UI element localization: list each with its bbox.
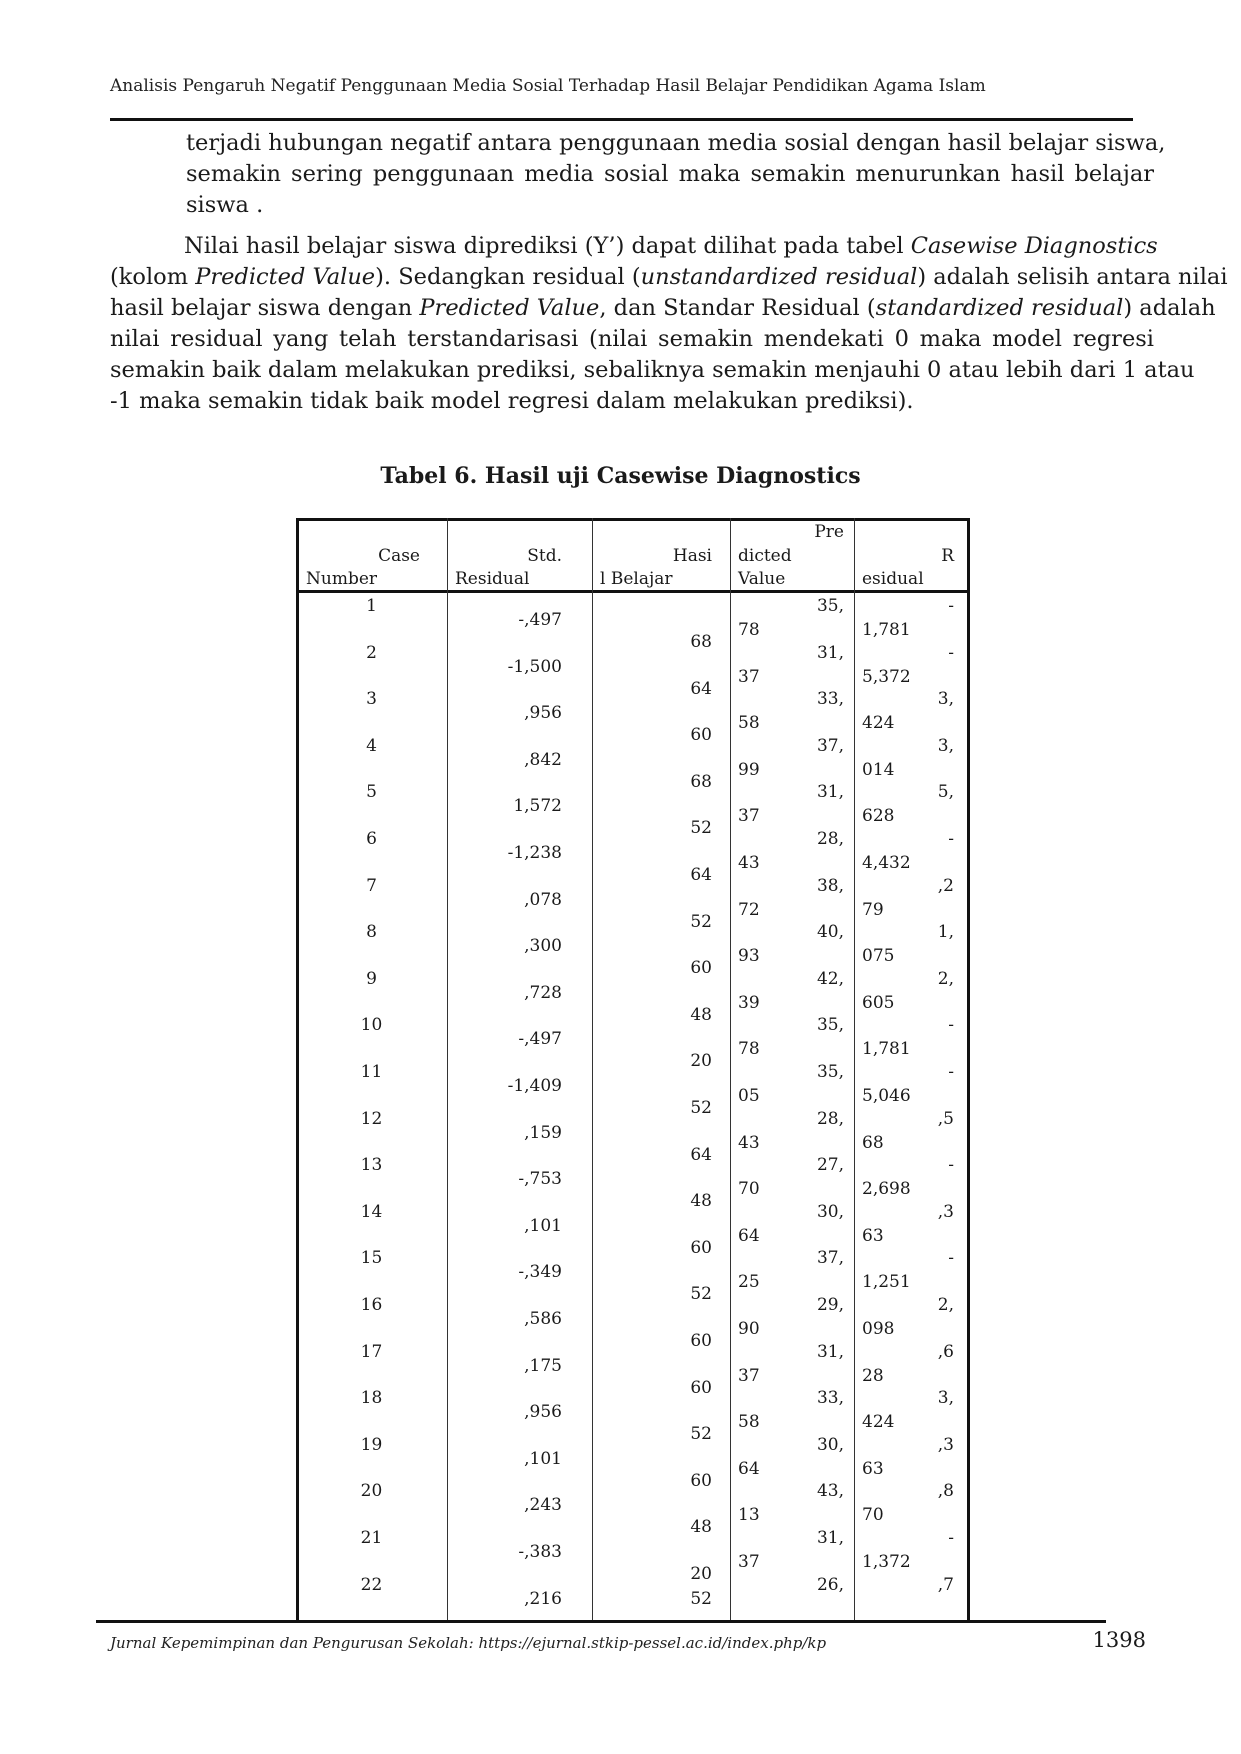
- paragraph-line: Nilai hasil belajar siswa diprediksi (Y’) dapat dilihat pada tabel Casewise Diagnostics: [184, 233, 1158, 259]
- cell-pred-a: 37,: [816, 1248, 844, 1269]
- cell-std: -,349: [518, 1262, 562, 1283]
- cell-res-b: 605: [862, 992, 895, 1013]
- cell-res-a: -: [948, 1528, 954, 1548]
- cell-pred-a: 30,: [816, 1201, 844, 1222]
- cell-res-b: 014: [862, 759, 895, 780]
- cell-hasil: 52: [690, 818, 712, 839]
- cell-std: ,956: [524, 1402, 562, 1423]
- cell-case: 20: [360, 1481, 383, 1502]
- cell-case: 16: [360, 1295, 383, 1315]
- cell-hasil: 60: [690, 958, 712, 979]
- cell-case: 1: [366, 596, 377, 616]
- cell-hasil: 64: [690, 678, 712, 699]
- cell-std: ,159: [524, 1122, 562, 1143]
- cell-pred-a: 35,: [816, 596, 844, 616]
- cell-res-a: -: [948, 596, 954, 616]
- cell-case: 18: [360, 1388, 383, 1409]
- cell-pred-a: 33,: [816, 689, 844, 710]
- cell-pred-b: 37: [738, 1552, 760, 1572]
- cell-hasil: 64: [690, 865, 712, 885]
- cell-hasil: 52: [690, 911, 712, 932]
- column-divider: [592, 518, 593, 1620]
- paragraph-line: nilai residual yang telah terstandarisasi (nilai semakin mendekati 0 maka model regresi: [110, 326, 1154, 352]
- cell-case: 17: [360, 1341, 383, 1362]
- header-predicted-value: Value: [738, 569, 786, 589]
- cell-res-b: 4,432: [862, 853, 911, 873]
- cell-pred-b: 37: [738, 666, 760, 687]
- cell-case: 9: [366, 968, 377, 989]
- cell-pred-a: 33,: [816, 1388, 844, 1409]
- table-right-border: [967, 518, 970, 1620]
- cell-pred-a: 29,: [816, 1295, 844, 1315]
- header-rule: [110, 118, 1133, 121]
- cell-pred-a: 42,: [816, 968, 844, 989]
- cell-hasil: 48: [690, 1004, 712, 1025]
- cell-std: ,586: [524, 1309, 562, 1329]
- cell-res-b: 1,372: [862, 1552, 911, 1572]
- cell-std: ,101: [524, 1215, 562, 1236]
- cell-pred-a: 31,: [816, 1341, 844, 1362]
- cell-res-b: 5,372: [862, 666, 911, 687]
- cell-pred-b: 37: [738, 806, 760, 827]
- cell-res-a: ,2: [937, 875, 954, 896]
- cell-res-b: 1,781: [862, 1039, 911, 1060]
- cell-res-a: ,3: [937, 1434, 954, 1455]
- cell-res-b: 1,251: [862, 1272, 911, 1293]
- cell-hasil: 60: [690, 1331, 712, 1351]
- cell-pred-b: 90: [738, 1319, 760, 1339]
- cell-pred-b: 43: [738, 853, 760, 873]
- paragraph-line: terjadi hubungan negatif antara penggunaan media sosial dengan hasil belajar siswa,: [186, 130, 1166, 156]
- cell-pred-b: 43: [738, 1132, 760, 1153]
- cell-std: ,243: [524, 1495, 562, 1516]
- cell-res-a: 3,: [937, 689, 954, 710]
- cell-pred-b: 78: [738, 620, 760, 640]
- table-top-rule: [296, 518, 970, 521]
- cell-case: 10: [360, 1015, 383, 1036]
- paragraph-1: [186, 128, 1166, 221]
- journal-footer: Jurnal Kepemimpinan dan Pengurusan Sekolah: https://ejurnal.stkip-pessel.ac.id/index.php/kp: [110, 1634, 827, 1652]
- cell-hasil: 52: [690, 1588, 712, 1609]
- cell-std: ,842: [524, 749, 562, 770]
- casewise-table: [296, 518, 970, 1620]
- paragraph-line: (kolom Predicted Value). Sedangkan residual (unstandardized residual) adalah selisih antara nilai: [110, 264, 1228, 290]
- cell-case: 5: [366, 782, 377, 803]
- cell-std: ,728: [524, 982, 562, 1003]
- cell-res-a: -: [948, 642, 954, 663]
- cell-res-a: 3,: [937, 735, 954, 756]
- cell-res-b: 70: [862, 1505, 884, 1526]
- cell-res-a: ,8: [937, 1481, 954, 1502]
- cell-hasil: 60: [690, 725, 712, 746]
- cell-res-a: -: [948, 1015, 954, 1036]
- cell-std: ,078: [524, 889, 562, 910]
- paragraph-line: semakin sering penggunaan media sosial maka semakin menurunkan hasil belajar: [186, 161, 1154, 187]
- cell-pred-b: 93: [738, 946, 760, 967]
- cell-std: -1,500: [507, 656, 562, 677]
- header-predicted-value: dicted: [738, 546, 792, 566]
- paragraph-line: siswa .: [186, 192, 264, 218]
- cell-res-b: 5,046: [862, 1086, 911, 1106]
- cell-res-b: 79: [862, 899, 884, 920]
- cell-std: ,216: [524, 1588, 562, 1609]
- cell-case: 3: [366, 689, 377, 710]
- cell-pred-b: 72: [738, 899, 760, 920]
- cell-std: ,300: [524, 936, 562, 957]
- header-residual: R: [941, 546, 954, 566]
- cell-res-b: 628: [862, 806, 895, 827]
- cell-std: ,101: [524, 1448, 562, 1469]
- table-caption: Tabel 6. Hasil uji Casewise Diagnostics: [380, 463, 861, 489]
- cell-pred-b: 37: [738, 1365, 760, 1386]
- cell-case: 6: [366, 829, 377, 849]
- cell-pred-b: 64: [738, 1225, 760, 1246]
- paragraph-line: semakin baik dalam melakukan prediksi, sebaliknya semakin menjauhi 0 atau lebih dari 1 atau: [110, 357, 1195, 383]
- cell-hasil: 60: [690, 1470, 712, 1491]
- cell-case: 11: [360, 1062, 383, 1082]
- cell-std: -,497: [518, 1029, 562, 1050]
- cell-hasil: 48: [690, 1191, 712, 1212]
- cell-pred-a: 31,: [816, 782, 844, 803]
- running-header: Analisis Pengaruh Negatif Penggunaan Media Sosial Terhadap Hasil Belajar Pendidikan Agama Islam: [110, 76, 986, 96]
- cell-pred-a: 31,: [816, 642, 844, 663]
- table-header-rule: [296, 590, 970, 593]
- cell-res-b: 68: [862, 1132, 884, 1153]
- cell-pred-a: 28,: [816, 829, 844, 849]
- cell-case: 19: [360, 1434, 383, 1455]
- header-hasil-belajar: Hasi: [672, 546, 712, 566]
- cell-case: 4: [366, 735, 377, 756]
- cell-pred-b: 70: [738, 1179, 760, 1200]
- cell-hasil: 52: [690, 1284, 712, 1305]
- cell-res-a: 1,: [937, 922, 954, 943]
- cell-pred-b: 58: [738, 1412, 760, 1433]
- cell-case: 13: [360, 1155, 383, 1176]
- cell-res-a: ,6: [937, 1341, 954, 1362]
- cell-pred-a: 37,: [816, 735, 844, 756]
- cell-pred-b: 99: [738, 759, 760, 780]
- cell-hasil: 52: [690, 1098, 712, 1118]
- cell-hasil: 48: [690, 1517, 712, 1538]
- cell-res-a: ,5: [937, 1108, 954, 1129]
- header-predicted-value: Pre: [814, 522, 844, 542]
- column-divider: [447, 518, 448, 1620]
- cell-case: 8: [366, 922, 377, 943]
- cell-res-b: 424: [862, 1412, 895, 1433]
- cell-case: 7: [366, 875, 377, 896]
- cell-hasil: 20: [690, 1051, 712, 1072]
- cell-std: -,497: [518, 610, 562, 630]
- cell-pred-a: 27,: [816, 1155, 844, 1176]
- cell-res-b: 1,781: [862, 620, 911, 640]
- header-residual: esidual: [862, 569, 924, 589]
- cell-res-b: 098: [862, 1319, 895, 1339]
- cell-pred-a: 31,: [816, 1528, 844, 1548]
- cell-pred-a: 35,: [816, 1015, 844, 1036]
- cell-hasil: 68: [690, 632, 712, 652]
- header-hasil-belajar: l Belajar: [600, 569, 673, 589]
- cell-std: ,175: [524, 1355, 562, 1376]
- cell-std: -,753: [518, 1169, 562, 1190]
- cell-res-a: -: [948, 1155, 954, 1176]
- paragraph-line: -1 maka semakin tidak baik model regresi dalam melakukan prediksi).: [110, 388, 914, 414]
- paragraph-line: hasil belajar siswa dengan Predicted Value, dan Standar Residual (standardized residual) adalah: [110, 295, 1216, 321]
- cell-std: -1,238: [507, 843, 562, 863]
- cell-hasil: 60: [690, 1237, 712, 1258]
- cell-case: 2: [366, 642, 377, 663]
- cell-pred-b: 05: [738, 1086, 760, 1106]
- cell-hasil: 52: [690, 1424, 712, 1445]
- cell-res-a: 3,: [937, 1388, 954, 1409]
- cell-pred-a: 40,: [816, 922, 844, 943]
- cell-res-a: -: [948, 1248, 954, 1269]
- cell-std: -,383: [518, 1542, 562, 1562]
- header-std-residual: Std.: [527, 546, 562, 566]
- paragraph-2: [110, 231, 1228, 417]
- cell-std: ,956: [524, 703, 562, 724]
- cell-res-a: ,3: [937, 1201, 954, 1222]
- cell-std: -1,409: [507, 1076, 562, 1096]
- cell-res-a: 2,: [937, 1295, 954, 1315]
- cell-res-b: 424: [862, 713, 895, 734]
- cell-res-b: 63: [862, 1225, 884, 1246]
- cell-pred-b: 39: [738, 992, 760, 1013]
- cell-res-b: 075: [862, 946, 895, 967]
- cell-pred-a: 35,: [816, 1062, 844, 1082]
- cell-pred-a: 43,: [816, 1481, 844, 1502]
- cell-pred-b: 13: [738, 1505, 760, 1526]
- cell-pred-b: 64: [738, 1458, 760, 1479]
- cell-res-a: -: [948, 1062, 954, 1082]
- cell-res-a: 5,: [937, 782, 954, 803]
- cell-res-b: 63: [862, 1458, 884, 1479]
- cell-hasil: 68: [690, 771, 712, 792]
- column-divider: [730, 518, 731, 1620]
- cell-case: 15: [360, 1248, 383, 1269]
- cell-case: 12: [360, 1108, 383, 1129]
- cell-res-b: 2,698: [862, 1179, 911, 1200]
- cell-pred-a: 38,: [816, 875, 844, 896]
- header-case: Case: [378, 546, 420, 566]
- cell-pred-a: 30,: [816, 1434, 844, 1455]
- column-divider: [854, 518, 855, 1620]
- footer-rule: [96, 1620, 1106, 1623]
- cell-std: 1,572: [513, 796, 562, 817]
- cell-case: 14: [360, 1201, 383, 1222]
- cell-res-a: ,7: [937, 1574, 954, 1595]
- cell-res-a: -: [948, 829, 954, 849]
- cell-hasil: 64: [690, 1144, 712, 1165]
- cell-res-b: 28: [862, 1365, 884, 1386]
- cell-hasil: 20: [690, 1564, 712, 1584]
- cell-hasil: 60: [690, 1377, 712, 1398]
- cell-res-a: 2,: [937, 968, 954, 989]
- header-std-residual: Residual: [455, 569, 530, 589]
- cell-pred-b: 78: [738, 1039, 760, 1060]
- header-case: Number: [306, 569, 378, 589]
- cell-pred-b: 58: [738, 713, 760, 734]
- cell-pred-a: 26,: [816, 1574, 844, 1595]
- cell-pred-b: 25: [738, 1272, 760, 1293]
- page-number: 1398: [1092, 1628, 1146, 1652]
- cell-case: 22: [360, 1574, 383, 1595]
- cell-case: 21: [360, 1528, 383, 1548]
- cell-pred-a: 28,: [816, 1108, 844, 1129]
